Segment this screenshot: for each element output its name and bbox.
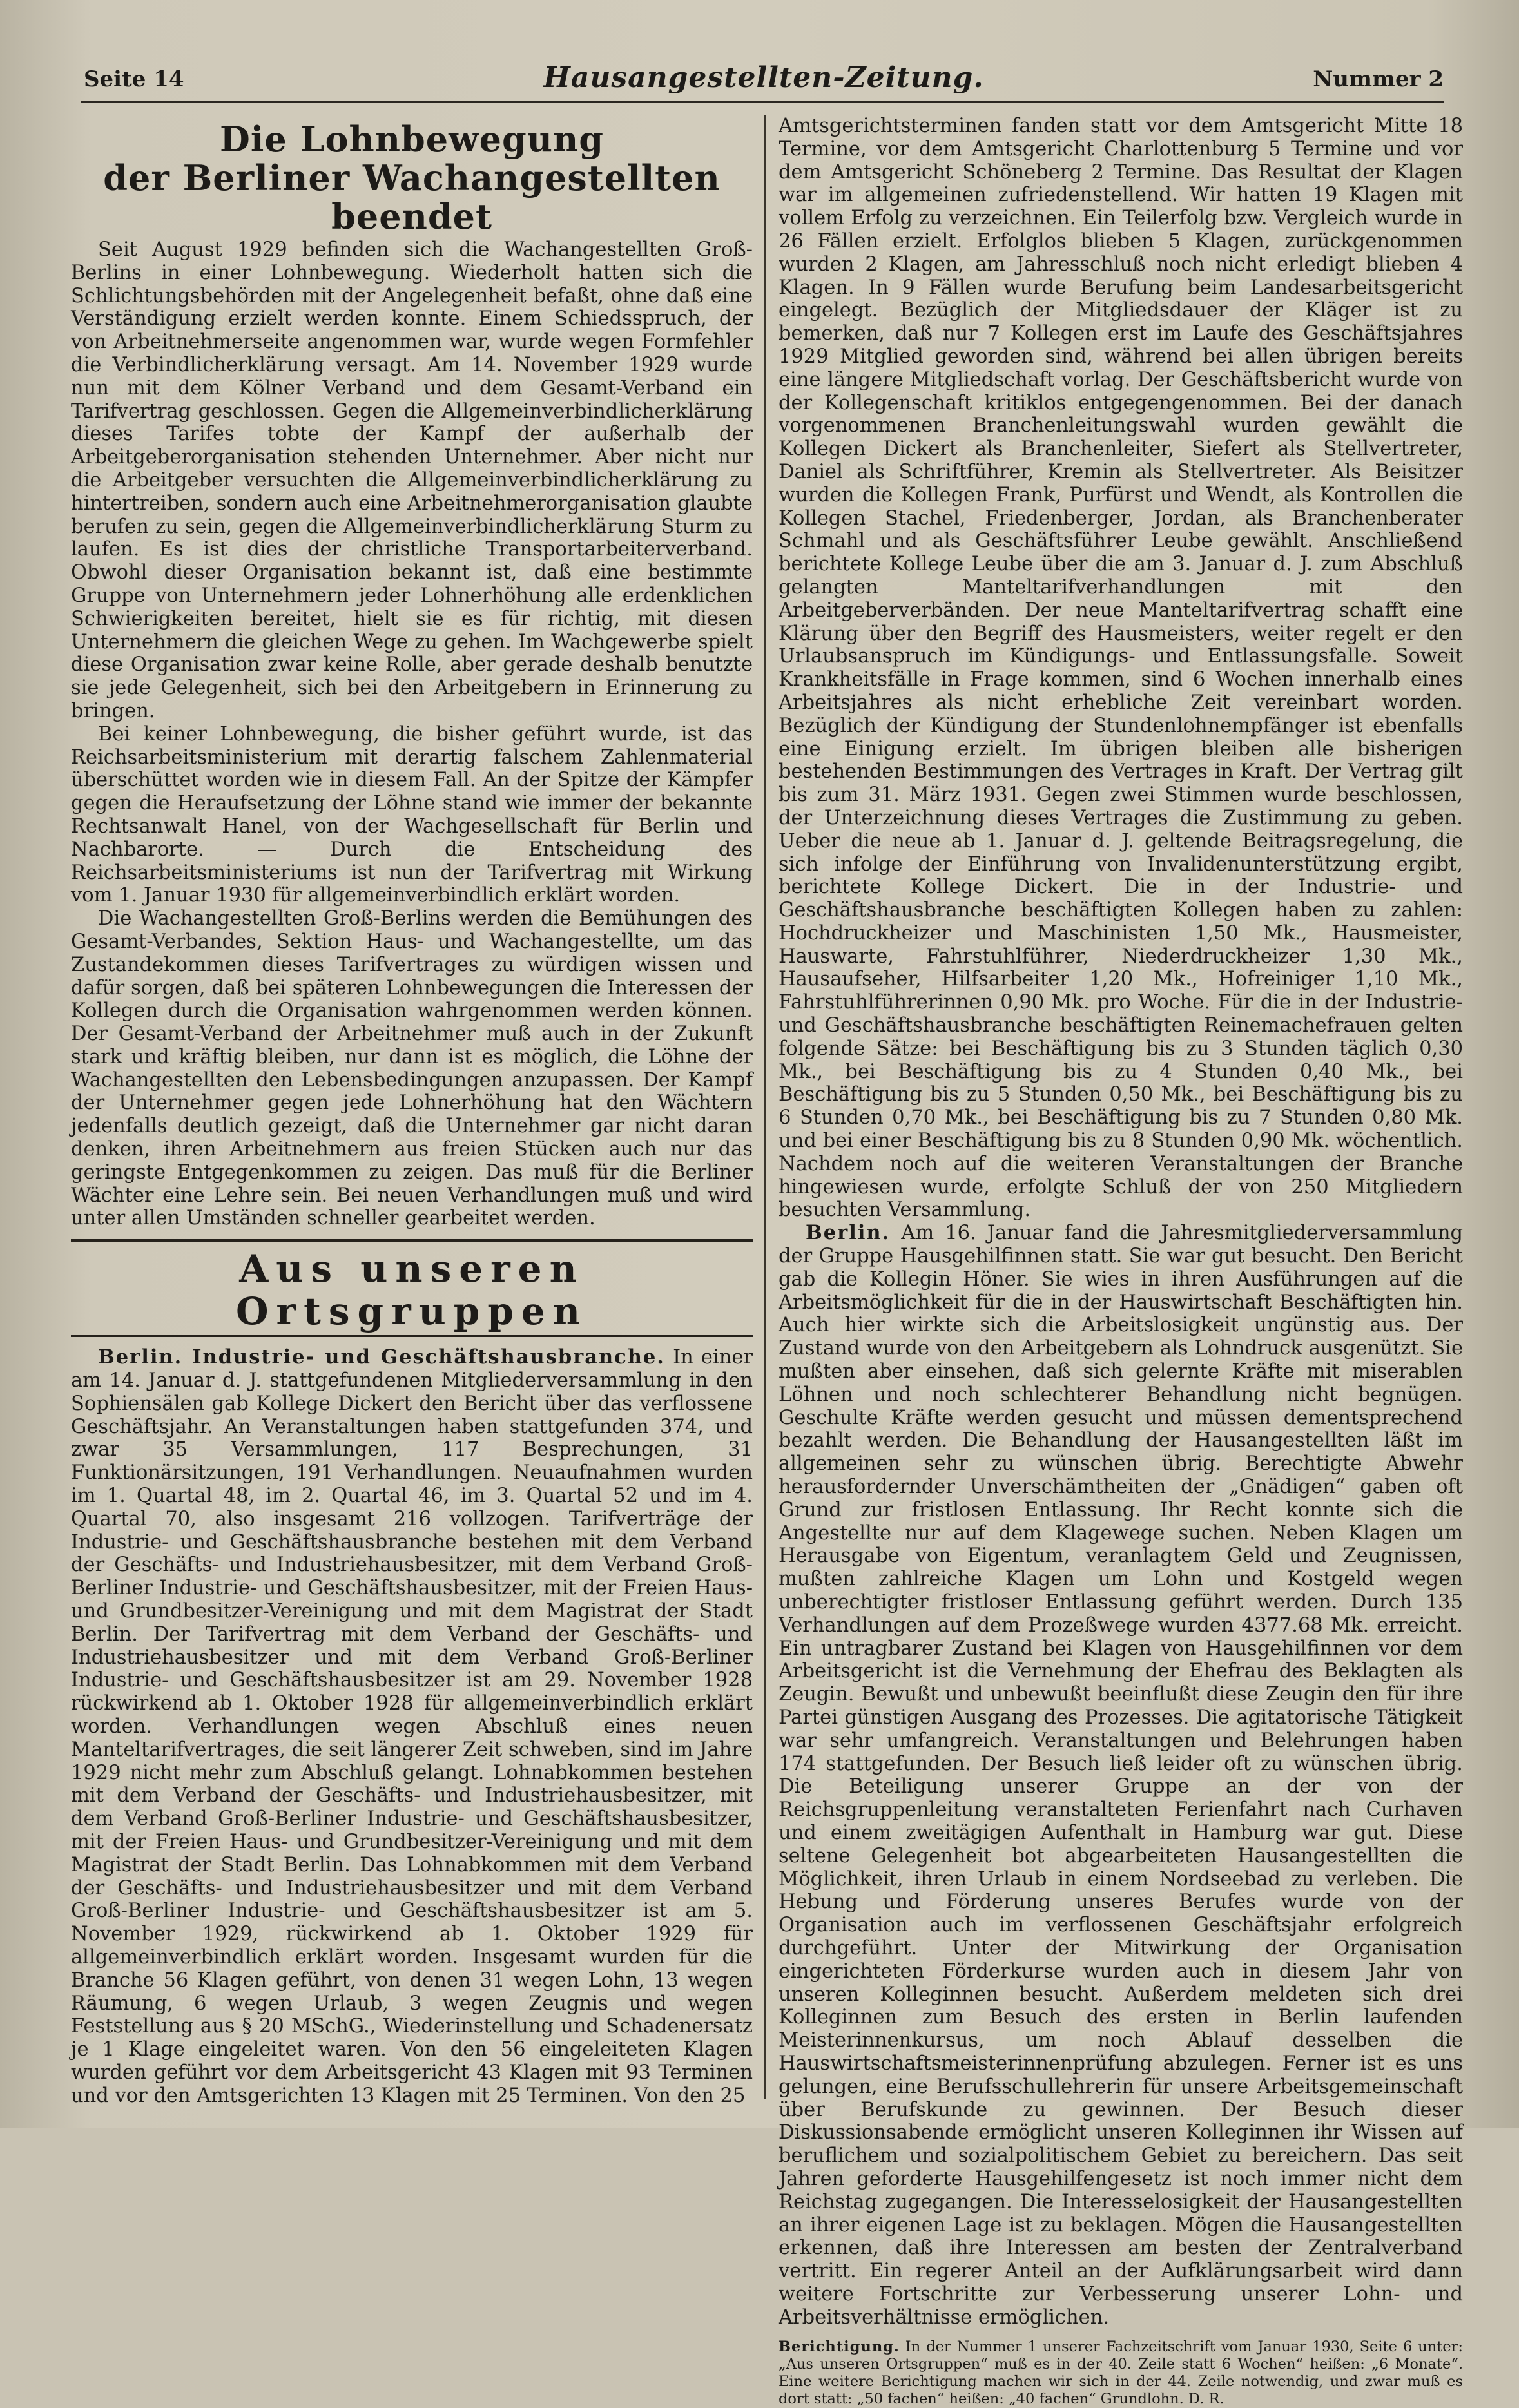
section-rule-thin bbox=[71, 1335, 753, 1337]
correction-lead: Berichtigung. bbox=[779, 2338, 900, 2355]
article-title-line-2: der Berliner Wachangestellten beendet bbox=[103, 157, 721, 237]
report-text-continued: Amtsgerichtsterminen fanden statt vor dem Amtsgericht Mitte 18 Termine, vor dem Amtsgericht Charlottenburg 5 Termine und vor dem Amtsgericht Schöneberg 2 Termine. Das Resultat der Klagen war im allgemeinen zufriedenstellend. Wir hatten 19 Klagen mit vollem Erfolg zu verzeichnen. Ein Teilerfolg bzw. Vergleich wurde in 26 Fällen erzielt. Erfolglos blieben 5 Klagen, zurückgenommen wurden 2 Klagen, am Jahresschluß noch nicht erledigt blieben 4 Klagen. In 9 Fällen wurde Berufung beim Landesarbeitsgericht eingelegt. Bezüglich der Mitgliedsdauer der Kläger ist zu bemerken, daß nur 7 Kollegen erst im Laufe des Geschäftsjahres 1929 Mitglied geworden sind, während bei allen übrigen bereits eine längere Mitgliedschaft vorlag. Der Geschäftsbericht wurde von der Kollegenschaft kritiklos entgegengenommen. Bei der danach vorgenommenen Branchenleitungswahl wurden gewählt die Kollegen Dickert als Branchenleiter, Siefert als Stellvertreter, Daniel als Schriftführer, Kremin als Stellvertreter. Als Beisitzer wurden die Kollegen Frank, Purfürst und Wendt, als Kontrollen die Kollegen Stachel, Friedenberger, Jordan, als Branchenberater Schmahl und als Geschäftsführer Leube gewählt. Anschließend berichtete Kollege Leube über die am 3. Januar d. J. zum Abschluß gelangten Manteltarifverhandlungen mit den Arbeitgeberverbänden. Der neue Manteltarifvertrag schafft eine Klärung über den Begriff des Hausmeisters, weiter regelt er den Urlaubsanspruch im Kündigungs- und Entlassungsfalle. Soweit Krankheitsfälle in Frage kommen, sind 6 Wochen innerhalb eines Arbeitsjahres als nicht erhebliche Zeit vereinbart worden. Bezüglich der Kündigung der Stundenlohnempfänger ist ebenfalls eine Einigung erzielt. Im übrigen bleiben alle bisherigen bestehenden Bestimmungen des Vertrages in Kraft. Der Vertrag gilt bis zum 31. März 1931. Gegen zwei Stimmen wurde beschlossen, der Unterzeichnung dieses Vertrages die Zustimmung zu geben. Ueber die neue ab 1. Januar d. J. geltende Beitragsregelung, die sich infolge der Einführung von Invalidenunterstützung ergibt, berichtete Kollege Dickert. Die in der Industrie- und Geschäftshausbranche beschäftigten Kollegen haben zu zahlen: Hochdruckheizer und Maschinisten 1,50 Mk., Hausmeister, Hauswarte, Fahrstuhlführer, Niederdruckheizer 1,30 Mk., Hausaufseher, Hilfsarbeiter 1,20 Mk., Hofreiniger 1,10 Mk., Fahrstuhlführerinnen 0,90 Mk. pro Woche. Für die in der Industrie- und Geschäftshausbranche beschäftigten Reinemachefrauen gelten folgende Sätze: bei Beschäftigung bis zu 3 Stunden täglich 0,30 Mk., bei Beschäftigung bis zu 4 Stunden 0,40 Mk., bei Beschäftigung bis zu 5 Stunden 0,50 Mk., bei Beschäftigung bis zu 6 Stunden 0,70 Mk., bei Beschäftigung bis zu 7 Stunden 0,80 Mk. und bei einer Beschäftigung bis zu 8 Stunden 0,90 Mk. wöchentlich. Nachdem noch auf die weiteren Veranstaltungen der Branche hingewiesen wurde, erfolgte Schluß der von 250 Mitgliedern besuchten Versammlung. bbox=[779, 115, 1463, 1222]
left-column bbox=[71, 115, 753, 2108]
report-paragraph bbox=[71, 1346, 753, 2107]
report-continuation bbox=[779, 115, 1463, 2408]
correction-note bbox=[779, 2338, 1463, 2408]
correction-text: In der Nummer 1 unserer Fachzeitschrift vom Januar 1930, Seite 6 unter: „Aus unseren Ortsgruppen“ muß es in der 40. Zeile statt 6 Wochen“ heißen: „6 Monate“. Eine weitere Berichtigung machen wir sich in der 44. Zeile notwendig, und zwar muß es dort statt: „50 fachen“ heißen: „40 fachen“ Grundlohn. D. R. bbox=[779, 2338, 1463, 2407]
page-number: Seite 14 bbox=[84, 66, 184, 92]
page-header bbox=[84, 61, 1444, 100]
right-column bbox=[779, 115, 1463, 2407]
report-text: In einer am 14. Januar d. J. stattgefundenen Mitgliederversammlung in den Sophiensälen gab Kollege Dickert den Bericht über das verflossene Geschäftsjahr. An Veranstaltungen haben stattgefunden 374, und zwar 35 Versammlungen, 117 Besprechungen, 31 Funktionärsitzungen, 191 Verhandlungen. Neuaufnahmen wurden im 1. Quartal 48, im 2. Quartal 46, im 3. Quartal 52 und im 4. Quartal 70, also insgesamt 216 vollzogen. Tarifverträge der Industrie- und Geschäftshausbranche bestehen mit dem Verband der Geschäfts- und Industriehausbesitzer, mit dem Verband Groß-Berliner Industrie- und Geschäftshausbesitzer, mit der Freien Haus- und Grundbesitzer-Vereinigung und mit dem Magistrat der Stadt Berlin. Der Tarifvertrag mit dem Verband der Geschäfts- und Industriehausbesitzer und mit dem Verband Groß-Berliner Industrie- und Geschäftshausbesitzer ist am 29. November 1928 rückwirkend ab 1. Oktober 1928 für allgemeinverbindlich erklärt worden. Verhandlungen wegen Abschluß eines neuen Manteltarifvertrages, die seit längerer Zeit schweben, sind im Jahre 1929 nicht mehr zum Abschluß gelangt. Lohnabkommen bestehen mit dem Verband der Geschäfts- und Industriehausbesitzer, mit dem Verband Groß-Berliner Industrie- und Geschäftshausbesitzer, mit der Freien Haus- und Grundbesitzer-Vereinigung und mit dem Magistrat der Stadt Berlin. Das Lohnabkommen mit dem Verband der Geschäfts- und Industriehausbesitzer und mit dem Verband Groß-Berliner Industrie- und Geschäftshausbesitzer ist am 5. November 1929, rückwirkend ab 1. Oktober 1929 für allgemeinverbindlich erklärt worden. Insgesamt wurden für die Branche 56 Klagen geführt, von denen 31 wegen Lohn, 13 wegen Räumung, 6 wegen Urlaub, 3 wegen Zeugnis und wegen Feststellung aus § 20 MSchG., Wiederinstellung und Schadenersatz je 1 Klage eingeleitet waren. Von den 56 eingeleiteten Klagen wurden geführt vor dem Arbeitsgericht 43 Klagen mit 93 Terminen und vor den Amtsgerichten 13 Klagen mit 25 Terminen. Von den 25 bbox=[71, 1346, 753, 2107]
report-text: Am 16. Januar fand die Jahresmitgliederversammlung der Gruppe Hausgehilfinnen statt. Sie war gut besucht. Den Bericht gab die Kollegin Höner. Sie wies in ihren Ausführungen auf die Arbeitsmöglichkeit für die in der Hauswirtschaft Beschäftigten hin. Auch hier wirkte sich die Arbeitslosigkeit ungünstig aus. Der Zustand wurde von den Arbeitgebern als Lohndruck ausgenützt. Sie mußten aber einsehen, daß sich gelernte Kräfte mit miserablen Löhnen und noch schlechterer Behandlung nicht begnügen. Geschulte Kräfte werden gesucht und müssen dementsprechend bezahlt werden. Die Behandlung der Hausangestellten läßt im allgemeinen sehr zu wünschen übrig. Berechtigte Abwehr herausfordernder Unverschämtheiten der „Gnädigen“ gaben oft Grund zur fristlosen Entlassung. Ihr Recht konnte sich die Angestellte nur auf dem Klagewege suchen. Neben Klagen um Herausgabe von Eigentum, veranlagtem Geld und Zeugnissen, mußten zahlreiche Klagen um Lohn und Kostgeld wegen unberechtigter fristloser Entlassung geführt werden. Durch 135 Verhandlungen auf dem Prozeßwege wurden 4377.68 Mk. erreicht. Ein untragbarer Zustand bei Klagen von Hausgehilfinnen vor dem Arbeitsgericht ist die Vernehmung der Ehefrau des Beklagten als Zeugin. Bewußt und unbewußt beeinflußt diese Zeugin den für ihre Partei günstigen Ausgang des Prozesses. Die agitatorische Tätigkeit war sehr umfangreich. Veranstaltungen und Belehrungen haben 174 stattgefunden. Der Besuch ließ leider oft zu wünschen übrig. Die Beteiligung unserer Gruppe an der von der Reichsgruppenleitung veranstalteten Ferienfahrt nach Curhaven und einem zweitägigen Aufenthalt in Hamburg war gut. Diese seltene Gelegenheit bot abgearbeiteten Hausangestellten die Möglichkeit, ihren Urlaub in einem Nordseebad zu verleben. Die Hebung und Förderung unseres Berufes wurde von der Organisation auch im verflossenen Geschäftsjahr erfolgreich durchgeführt. Unter der Mitwirkung der Organisation eingerichteten Förderkurse wurden auch in diesem Jahr von unseren Kolleginnen besucht. Außerdem meldeten sich drei Kolleginnen zum Besuch des ersten in Berlin laufenden Meisterinnenkursus, um noch Ablauf desselben die Hauswirtschaftsmeisterinnenprüfung abzulegen. Ferner ist es uns gelungen, eine Berufsschullehrerin für unsere Arbeitsgemeinschaft über Berufskunde zu gewinnen. Der Besuch dieser Diskussionsabende ermöglicht unseren Kolleginnen ihr Wissen auf beruflichem und sozialpolitischem Gebiet zu bereichern. Das seit Jahren geforderte Hausgehilfengesetz ist noch immer nicht dem Reichstag zugegangen. Die Interesselosigkeit der Hausangestellten an ihrer eigenen Lage ist zu beklagen. Mögen die Hausangestellten erkennen, daß ihre Interessen am besten der Zentralverband vertritt. Ein regerer Anteil an der Aufklärungsarbeit wird dann weitere Fortschritte zur Verbesserung unserer Lohn- und Arbeitsverhältnisse ermöglichen. bbox=[779, 1222, 1463, 2329]
issue-number: Nummer 2 bbox=[1313, 66, 1444, 92]
report-lead: Berlin. bbox=[806, 1221, 891, 1245]
column-divider bbox=[764, 115, 766, 2099]
article-paragraph: Seit August 1929 befinden sich die Wachangestellten Groß-Berlins in einer Lohnbewegung. Wiederholt hatten sich die Schlichtungsbehörden mit der Angelegenheit befaßt, ohne daß eine Verständigung erzielt werden konnte. Einem Schiedsspruch, der von Arbeitnehmerseite angenommen war, wurde wegen Formfehler die Verbindlicherklärung versagt. Am 14. November 1929 wurde nun mit dem Kölner Verband und dem Gesamt-Verband ein Tarifvertrag geschlossen. Gegen die Allgemeinverbindlicherklärung dieses Tarifes tobte der Kampf der außerhalb der Arbeitgeberorganisation stehenden Unternehmer. Aber nicht nur die Arbeitgeber versuchten die Allgemeinverbindlicherklärung zu hintertreiben, sondern auch eine Arbeitnehmerorganisation glaubte berufen zu sein, gegen die Allgemeinverbindlicherklärung Sturm zu laufen. Es ist dies der christliche Transportarbeiterverband. Obwohl dieser Organisation bekannt ist, daß eine bestimmte Gruppe von Unternehmern jeder Lohnerhöhung alle erdenklichen Schwierigkeiten bereitet, hielt sie es für richtig, mit diesen Unternehmern die gleichen Wege zu gehen. Im Wachgewerbe spielt diese Organisation zwar keine Rolle, aber gerade deshalb benutzte sie jede Gelegenheit, sich bei den Arbeitgebern in Erinnerung zu bringen. bbox=[71, 238, 753, 722]
article-title-line-1: Die Lohnbewegung bbox=[220, 119, 604, 160]
report-paragraph bbox=[779, 1222, 1463, 2329]
header-rule bbox=[81, 101, 1444, 103]
article-paragraph: Bei keiner Lohnbewegung, die bisher geführt wurde, ist das Reichsarbeitsministerium mit derartig falschem Zahlenmaterial überschüttet worden wie in diesem Fall. An der Spitze der Kämpfer gegen die Heraufsetzung der Löhne stand wie immer der bekannte Rechtsanwalt Hanel, von der Wachgesellschaft für Berlin und Nachbarorte. — Durch die Entscheidung des Reichsarbeitsministeriums ist nun der Tarifvertrag mit Wirkung vom 1. Januar 1930 für allgemeinverbindlich erklärt worden. bbox=[71, 722, 753, 907]
report-lead: Berlin. Industrie- und Geschäftshausbranche. bbox=[98, 1345, 665, 1369]
section-title: Aus unseren Ortsgruppen bbox=[236, 1247, 588, 1334]
article-paragraph: Die Wachangestellten Groß-Berlins werden die Bemühungen des Gesamt-Verbandes, Sektion Haus- und Wachangestellte, um das Zustandekommen dieses Tarifvertrages zu würdigen wissen und dafür sorgen, daß bei späteren Lohnbewegungen die Interessen der Kollegen durch die Organisation wahrgenommen werden können. Der Gesamt-Verband der Arbeitnehmer muß auch in der Zukunft stark und kräftig bleiben, nur dann ist es möglich, die Löhne der Wachangestellten den Lebensbedingungen anzupassen. Der Kampf der Unternehmer gegen jede Lohnerhöhung hat den Wächtern jedenfalls deutlich gezeigt, daß die Unternehmer gar nicht daran denken, ihren Arbeitnehmern aus freien Stücken auch nur das geringste Entgegenkommen zu zeigen. Das muß für die Berliner Wächter eine Lehre sein. Bei neuen Verhandlungen muß und wird unter allen Umständen schneller gearbeitet werden. bbox=[71, 907, 753, 1230]
section-rule bbox=[71, 1239, 753, 1242]
article-title bbox=[71, 120, 753, 236]
newspaper-title: Hausangestellten-Zeitung. bbox=[543, 61, 984, 94]
